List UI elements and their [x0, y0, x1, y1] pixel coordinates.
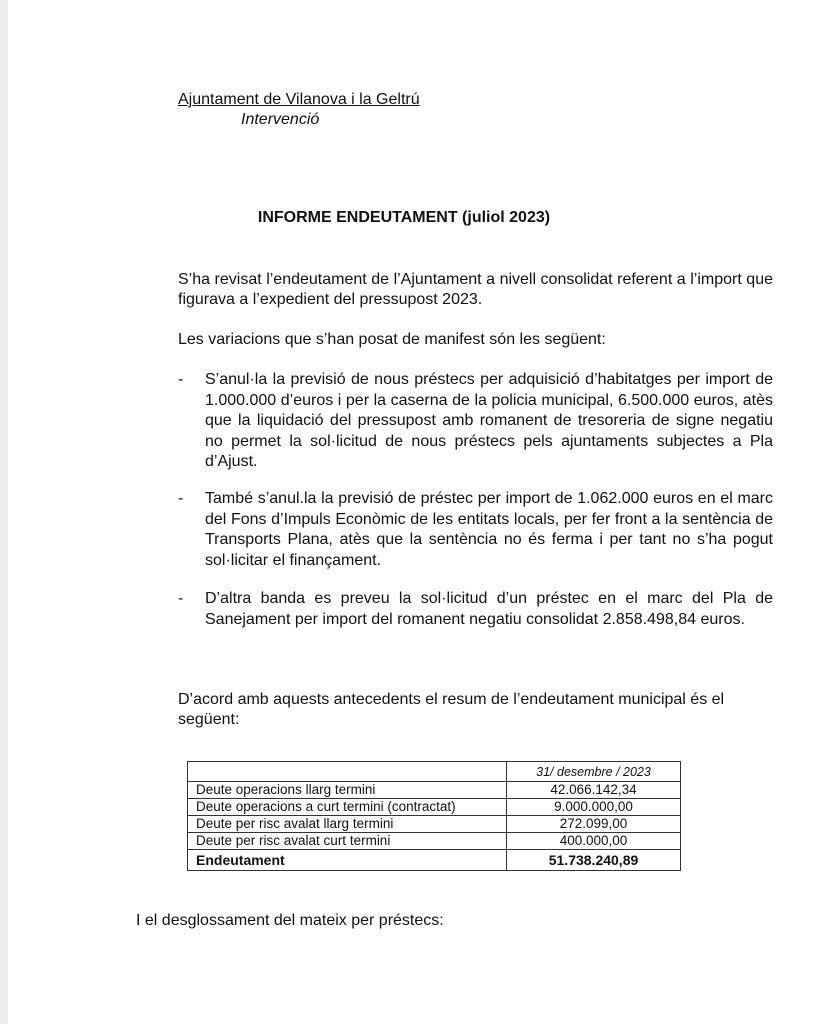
table-row	[188, 782, 681, 799]
bullet-item	[178, 489, 773, 571]
total-label: Endeutament	[188, 850, 507, 871]
report-title: INFORME ENDEUTAMENT (juliol 2023)	[257, 209, 551, 226]
bullet-dash: -	[178, 490, 184, 507]
table-total-row	[188, 850, 681, 871]
table-row	[188, 816, 681, 833]
row-value: 9.000.000,00	[507, 799, 681, 816]
table-header-empty	[188, 762, 507, 782]
letterhead	[178, 90, 420, 130]
bullet-text: També s’anul.la la previsió de préstec per import de 1.062.000 euros en el marc del Fons d’Impuls Econòmic de les entitats locals, per fer front a la sentència de Transports Plana, atès que la sentència no és ferma i per tant no s’ha pogut sol·licitar el finançament.	[205, 490, 773, 569]
organization-name: Ajuntament de Vilanova i la Geltrú	[178, 91, 420, 108]
bullet-text: S’anul·la la previsió de nous préstecs per adquisició d’habitatges per import de 1.000.000 d’euros i per la caserna de la policia municipal, 6.500.000 euros, atès que la liquidació del pressupost amb romanent de tresoreria de signe negatiu no permet la sol·licitud de nous préstecs pels ajuntaments subjectes a Pla d’Ajust.	[205, 371, 773, 470]
table-header-row	[188, 762, 681, 782]
row-label: Deute per risc avalat llarg termini	[188, 816, 507, 833]
debt-summary-table	[187, 761, 681, 871]
summary-intro: D’acord amb aquests antecedents el resum de l’endeutament municipal és el següent:	[178, 691, 725, 728]
bullet-text: D’altra banda es preveu la sol·licitud d’un préstec en el marc del Pla de Sanejament per import del romanent negatiu consolidat 2.858.498,84 euros.	[205, 590, 773, 628]
variations-intro: Les variacions que s’han posat de manifest són les següent:	[178, 331, 606, 348]
bullet-dash: -	[178, 371, 184, 388]
row-label: Deute per risc avalat curt termini	[188, 833, 507, 850]
table-row	[188, 833, 681, 850]
bullet-item	[178, 589, 773, 630]
department-name: Intervenció	[241, 111, 320, 128]
bullet-item	[178, 370, 773, 473]
row-label: Deute operacions llarg termini	[188, 782, 507, 799]
row-label: Deute operacions a curt termini (contractat)	[188, 799, 507, 816]
table-row	[188, 799, 681, 816]
closing-line: I el desglossament del mateix per préstecs:	[136, 912, 444, 929]
table-header-date: 31/ desembre / 2023	[507, 762, 681, 782]
row-value: 272.099,00	[507, 816, 681, 833]
bullet-dash: -	[178, 590, 184, 607]
row-value: 400.000,00	[507, 833, 681, 850]
total-value: 51.738.240,89	[507, 850, 681, 871]
document-page	[8, 0, 836, 1024]
row-value: 42.066.142,34	[507, 782, 681, 799]
intro-paragraph: S’ha revisat l’endeutament de l’Ajuntament a nivell consolidat referent a l’import que figurava a l’expedient del pressupost 2023.	[178, 271, 773, 308]
